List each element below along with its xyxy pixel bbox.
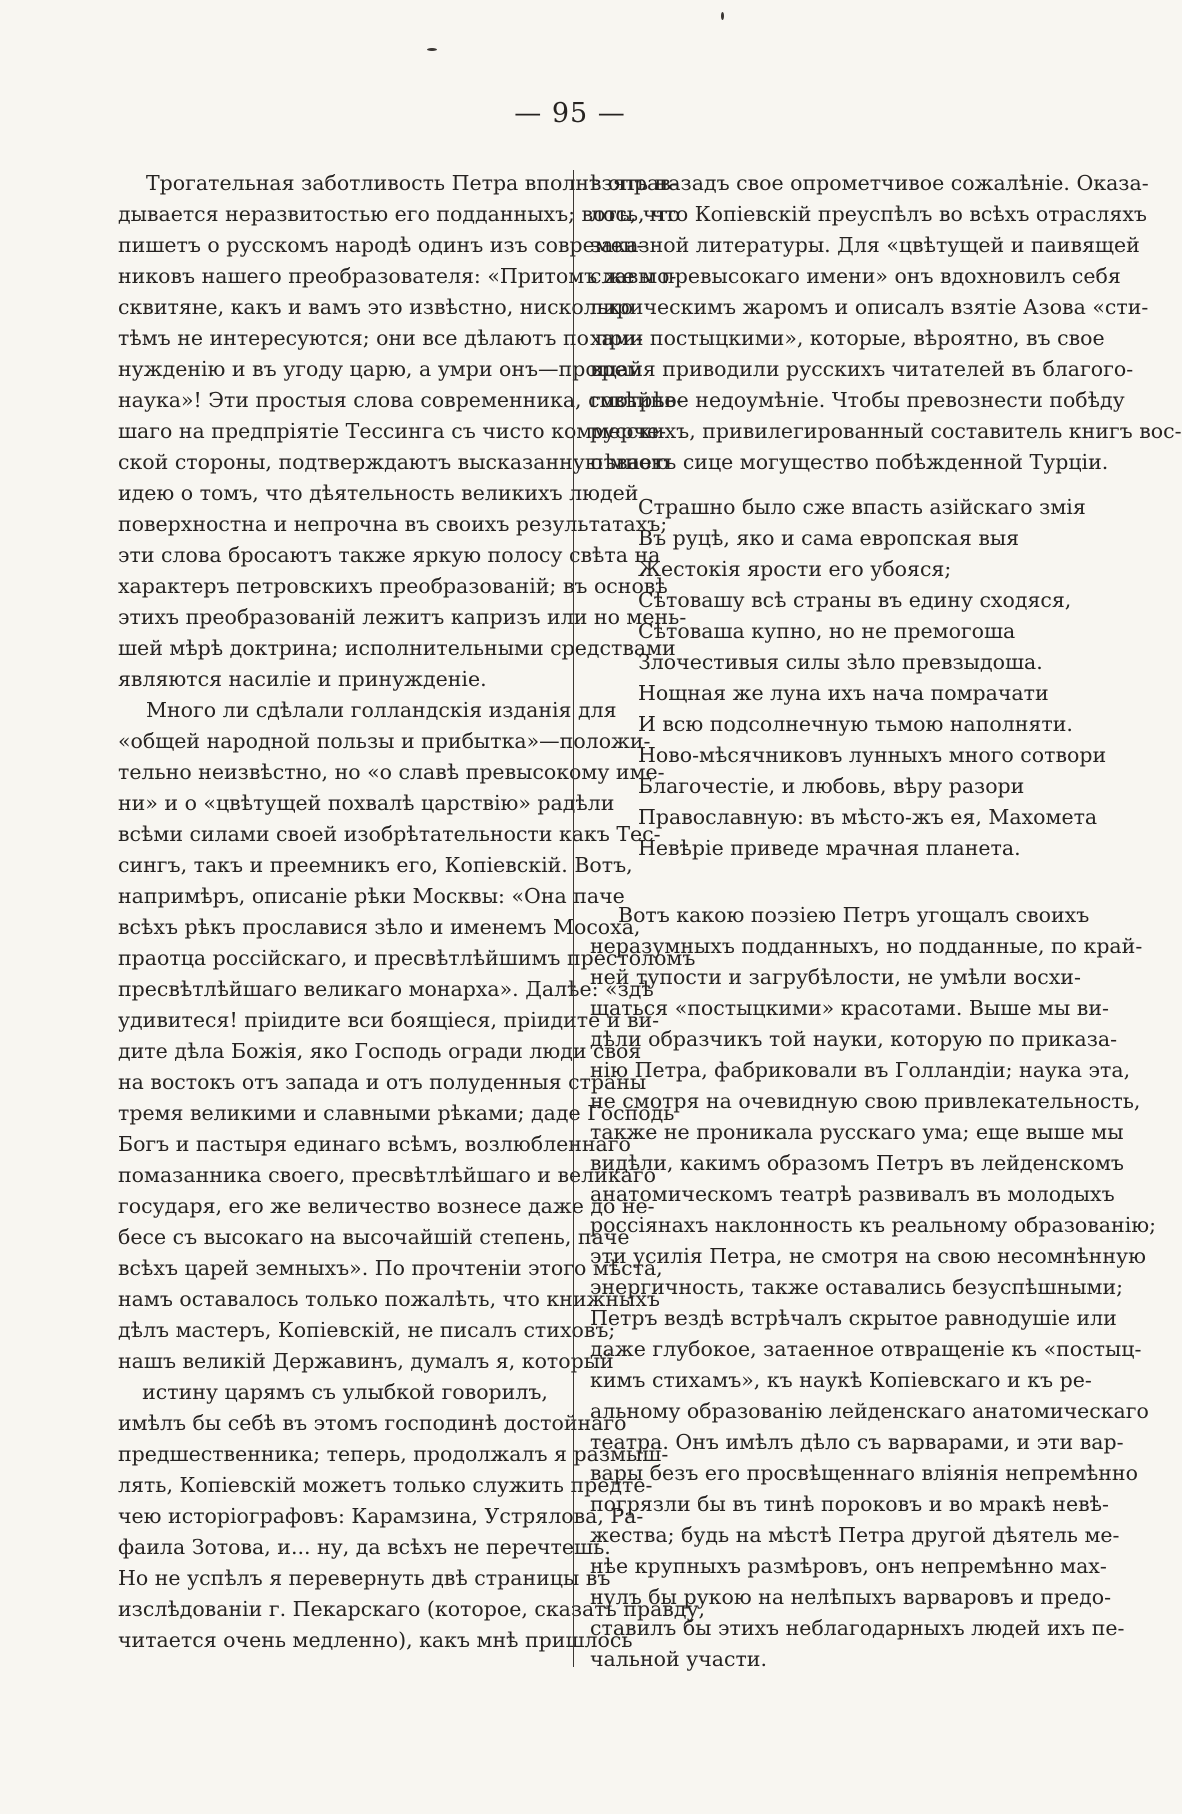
text-line: тремя великими и славными рѣками; даде Господь <box>118 1101 675 1125</box>
text-line: не смотря на очевидную свою привлекательность, <box>590 1089 1141 1113</box>
text-line: кимъ стихамъ», къ наукѣ Копіевскаго и къ ре- <box>590 1368 1092 1392</box>
text-line: ни» и о «цвѣтущей похвалѣ царствію» радѣли <box>118 791 615 815</box>
text-line: шей мѣрѣ доктрина; исполнительными средствами <box>118 636 676 660</box>
ink-speck <box>721 12 724 20</box>
text-line: лять, Копіевскій можетъ только служить предте- <box>118 1473 653 1497</box>
text-line: Но не успѣлъ я перевернуть двѣ страницы въ <box>118 1566 611 1590</box>
verse-line: Злочестивыя силы зѣло превзыдоша. <box>638 650 1043 674</box>
text-line: дывается неразвитостью его подданныхъ; вотъ, что <box>118 202 681 226</box>
text-line: Богъ и пастыря единаго всѣмъ, возлюбленнаго <box>118 1132 631 1156</box>
text-line: нѣе крупныхъ размѣровъ, онъ непремѣнно мах- <box>590 1554 1107 1578</box>
text-line: истину царямъ съ улыбкой говорилъ, <box>142 1380 548 1404</box>
text-line: ней тупости и загрубѣлости, не умѣли восхи- <box>590 965 1081 989</box>
text-line: славы превысокаго имени» онъ вдохновилъ себя <box>590 264 1121 288</box>
text-line: лось, что Копіевскій преуспѣлъ во всѣхъ отрасляхъ <box>590 202 1147 226</box>
verse-line: И всю подсолнечную тьмою наполняти. <box>638 712 1073 736</box>
text-line: русскихъ, привилегированный составитель книгъ вос- <box>590 419 1182 443</box>
text-line: эти усилія Петра, не смотря на свою несомнѣнную <box>590 1244 1146 1268</box>
text-line: дѣлъ мастеръ, Копіевскій, не писалъ стиховъ; <box>118 1318 616 1342</box>
text-line: лирическимъ жаромъ и описалъ взятіе Азова «сти- <box>590 295 1149 319</box>
text-line: помазанника своего, пресвѣтлѣйшаго и великаго <box>118 1163 656 1187</box>
verse-line: Въ руцѣ, яко и сама европская выя <box>638 526 1020 550</box>
text-line: время приводили русскихъ читателей въ благого- <box>590 357 1134 381</box>
text-line: чальной участи. <box>590 1647 767 1671</box>
text-line: анатомическомъ театрѣ развивалъ въ молодыхъ <box>590 1182 1115 1206</box>
left-column <box>118 168 706 1656</box>
text-line: всѣхъ царей земныхъ». По прочтеніи этого мѣста, <box>118 1256 663 1280</box>
text-line: всѣхъ рѣкъ прославися зѣло и именемъ Мосоха, <box>118 915 641 939</box>
text-line: имѣлъ бы себѣ въ этомъ господинѣ достойнаго <box>118 1411 627 1435</box>
text-line: фаила Зотова, и... ну, да всѣхъ не перечтешь. <box>118 1535 611 1559</box>
text-line: Вотъ какою поэзіею Петръ угощалъ своихъ <box>618 903 1090 927</box>
verse-block <box>638 492 1107 864</box>
text-line: театра. Онъ имѣлъ дѣло съ варварами, и эти вар- <box>590 1430 1124 1454</box>
text-line: удивитеся! пріидите вси боящіеся, пріидите и ви- <box>118 1008 660 1032</box>
text-line: «общей народной пользы и прибытка»—положи- <box>118 729 651 753</box>
text-line: этихъ преобразованій лежитъ капризъ или но мень- <box>118 605 687 629</box>
text-line: неразумныхъ подданныхъ, но подданные, по край- <box>590 934 1143 958</box>
verse-line: Страшно было сже впасть азійскаго змія <box>638 495 1086 519</box>
text-line: энергичность, также оставались безуспѣшными; <box>590 1275 1124 1299</box>
verse-line: Невѣріе приведе мрачная планета. <box>638 836 1021 860</box>
text-line: нулъ бы рукою на нелѣпыхъ варваровъ и предо- <box>590 1585 1112 1609</box>
text-line: характеръ петровскихъ преобразованій; въ основѣ <box>118 574 668 598</box>
text-line: жества; будь на мѣстѣ Петра другой дѣятель ме- <box>590 1523 1120 1547</box>
text-line: тельно неизвѣстно, но «о славѣ превысокому име- <box>118 760 665 784</box>
text-line: праотца россійскаго, и пресвѣтлѣйшимъ престоломъ <box>118 946 696 970</box>
text-line: пишетъ о русскомъ народѣ одинъ изъ современ- <box>118 233 644 257</box>
text-line: читается очень медленно), какъ мнѣ пришлось <box>118 1628 633 1652</box>
text-line: государя, его же величество вознесе даже до не- <box>118 1194 655 1218</box>
text-line: альному образованію лейденскаго анатомическаго <box>590 1399 1149 1423</box>
text-line: всѣми силами своей изобрѣтательности какъ Тес- <box>118 822 661 846</box>
text-line: заказной литературы. Для «цвѣтущей и паивящей <box>590 233 1140 257</box>
text-line: пресвѣтлѣйшаго великаго монарха». Далѣе: «здѣ <box>118 977 654 1001</box>
page-number: — 95 — <box>514 98 626 129</box>
text-line: на востокъ отъ запада и отъ полуденныя страны <box>118 1070 647 1094</box>
text-line: Петръ вездѣ встрѣчалъ скрытое равнодушіе или <box>590 1306 1117 1330</box>
text-line: говѣйное недоумѣніе. Чтобы превознести побѣду <box>590 388 1125 412</box>
text-line: намъ оставалось только пожалѣть, что книжныхъ <box>118 1287 660 1311</box>
text-line: бесе съ высокаго на высочайшій степень, паче <box>118 1225 630 1249</box>
text-line: также не проникала русскаго ума; еще выше мы <box>590 1120 1124 1144</box>
verse-line: Нощная же луна ихъ нача помрачати <box>638 681 1049 705</box>
text-line: дѣли образчикъ той науки, которую по приказа- <box>590 1027 1118 1051</box>
text-line: хами постыцкими», которые, вѣроятно, въ свое <box>590 326 1105 350</box>
text-line: видѣли, какимъ образомъ Петръ въ лейденскомъ <box>590 1151 1124 1175</box>
text-line: Трогательная заботливость Петра вполнѣ оправ- <box>146 171 678 195</box>
ink-speck <box>427 48 437 51</box>
text-line: поверхностна и непрочна въ своихъ результатахъ; <box>118 512 668 536</box>
verse-line: Сѣтовашу всѣ страны въ едину сходяся, <box>638 588 1072 612</box>
text-line: напримѣръ, описаніе рѣки Москвы: «Она паче <box>118 884 625 908</box>
text-line: идею о томъ, что дѣятельность великихъ людей <box>118 481 639 505</box>
text-line: пѣваетъ сице могущество побѣжденной Турціи. <box>590 450 1109 474</box>
text-line: шаго на предпріятіе Тессинга съ чисто коммерче- <box>118 419 667 443</box>
text-line: тѣмъ не интересуются; они все дѣлаютъ по при- <box>118 326 643 350</box>
text-line: являются насиліе и принужденіе. <box>118 667 487 691</box>
verse-line: Жестокія ярости его убояся; <box>638 557 952 581</box>
text-line: изслѣдованіи г. Пекарскаго (которое, сказать правду, <box>118 1597 706 1621</box>
text-line: эти слова бросаютъ также яркую полосу свѣта на <box>118 543 661 567</box>
text-line: нію Петра, фабриковали въ Голландіи; наука эта, <box>590 1058 1131 1082</box>
text-line: Много ли сдѣлали голландскія изданія для <box>146 698 617 722</box>
verse-line: Православную: въ мѣсто-жъ ея, Махомета <box>638 805 1098 829</box>
text-line: сквитяне, какъ и вамъ это извѣстно, нисколько <box>118 295 634 319</box>
text-line: россіянахъ наклонность къ реальному образованію; <box>590 1213 1157 1237</box>
verse-line: Ново-мѣсячниковъ лунныхъ много сотвори <box>638 743 1107 767</box>
text-line: вары безъ его просвѣщеннаго вліянія непремѣнно <box>590 1461 1138 1485</box>
verse-line: Благочестіе, и любовь, вѣру разори <box>638 774 1025 798</box>
verse-line: Сѣтоваша купно, но не премогоша <box>638 619 1016 643</box>
text-line: ской стороны, подтверждаютъ высказанную мною <box>118 450 669 474</box>
text-line: никовъ нашего преобразователя: «Притомъ же мо- <box>118 264 677 288</box>
text-line: погрязли бы въ тинѣ пороковъ и во мракѣ невѣ- <box>590 1492 1109 1516</box>
right-column <box>590 168 1182 1675</box>
text-line: нашъ великій Державинъ, думалъ я, который <box>118 1349 614 1373</box>
text-line: ставилъ бы этихъ неблагодарныхъ людей ихъ пе- <box>590 1616 1125 1640</box>
text-line: взять назадъ свое опрометчивое сожалѣніе. Оказа- <box>590 171 1149 195</box>
text-line: сингъ, такъ и преемникъ его, Копіевскій. Вотъ, <box>118 853 633 877</box>
text-line: чею исторіографовъ: Карамзина, Устрялова, Ра- <box>118 1504 644 1528</box>
text-line: даже глубокое, затаенное отвращеніе къ «постыц- <box>590 1337 1142 1361</box>
text-line: нужденію и въ угоду царю, а умри онъ—прощай <box>118 357 643 381</box>
text-line: дите дѣла Божія, яко Господь огради люди своя <box>118 1039 642 1063</box>
text-line: предшественника; теперь, продолжалъ я размыш- <box>118 1442 669 1466</box>
text-line: наука»! Эти простыя слова современника, смотрѣв- <box>118 388 684 412</box>
column-divider <box>573 170 574 1667</box>
text-line: щаться «постыцкими» красотами. Выше мы ви- <box>590 996 1109 1020</box>
